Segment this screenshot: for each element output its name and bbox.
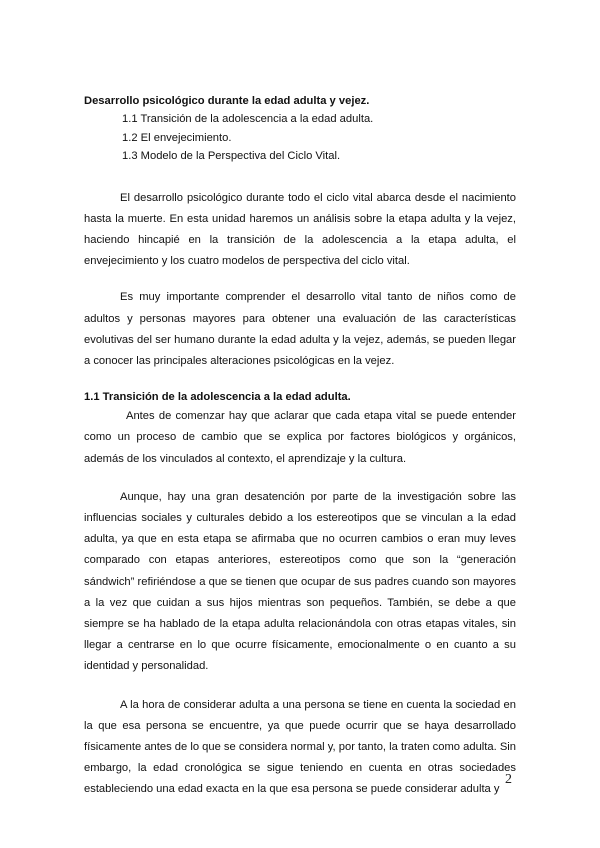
page-content — [84, 92, 516, 801]
toc-item: 1.1 Transición de la adolescencia a la edad adulta. — [122, 113, 374, 125]
intro-paragraph: El desarrollo psicológico durante todo el ciclo vital abarca desde el nacimiento hasta la muerte. En esta unidad haremos un análisis sobre la etapa adulta y la vejez, haciendo hincapié en la transición de la adolescencia a la etapa adulta, el envejecimiento y los cuatro modelos de perspectiva del ciclo vital. — [84, 191, 516, 268]
intro-paragraph: Es muy importante comprender el desarrollo vital tanto de niños como de adultos y personas mayores para obtener una evaluación de las características evolutivas del ser humano durante la edad adulta y la vejez, además, se pueden llegar a conocer las principales alteraciones psicológicas en la vejez. — [84, 291, 516, 367]
toc-item: 1.3 Modelo de la Perspectiva del Ciclo Vital. — [122, 150, 341, 162]
section-heading: 1.1 Transición de la adolescencia a la edad adulta. — [84, 391, 351, 404]
document-title: Desarrollo psicológico durante la edad adulta y vejez. — [84, 95, 370, 107]
page-number: 2 — [505, 772, 512, 787]
section-paragraph: A la hora de considerar adulta a una persona se tiene en cuenta la sociedad en la que esa persona se encuentre, ya que puede ocurrir que se haya desarrollado físicamente antes de lo que se considera normal y, por tanto, la traten como adulta. Sin embargo, la edad cronológica se sigue teniendo en cuenta en otras sociedades estableciendo una edad exacta en la que esa persona se puede considerar adulta y — [84, 698, 516, 796]
section-paragraph: Aunque, hay una gran desatención por parte de la investigación sobre las influencias sociales y culturales debido a los estereotipos que se vinculan a la edad adulta, ya que en esta etapa se afirmaba que no ocurren cambios o eran muy leves comparado con etapas anteriores, estereotipos como que son la “generación sándwich” refiriéndose a que se tienen que ocupar de sus padres cuando son mayores a la vez que cuidan a sus hijos mientras son pequeños. También, se debe a que siempre se ha hablado de la etapa adulta relacionándola con otras etapas vitales, sin llegar a centrarse en lo que ocurre físicamente, emocionalmente o en cuanto a su identidad y personalidad. — [84, 490, 516, 673]
section-paragraph: Antes de comenzar hay que aclarar que cada etapa vital se puede entender como un proceso de cambio que se explica por factores biológicos y orgánicos, además de los vinculados al contexto, el aprendizaje y la cultura. — [84, 410, 516, 465]
toc-item: 1.2 El envejecimiento. — [122, 131, 232, 144]
table-of-contents — [84, 110, 516, 166]
